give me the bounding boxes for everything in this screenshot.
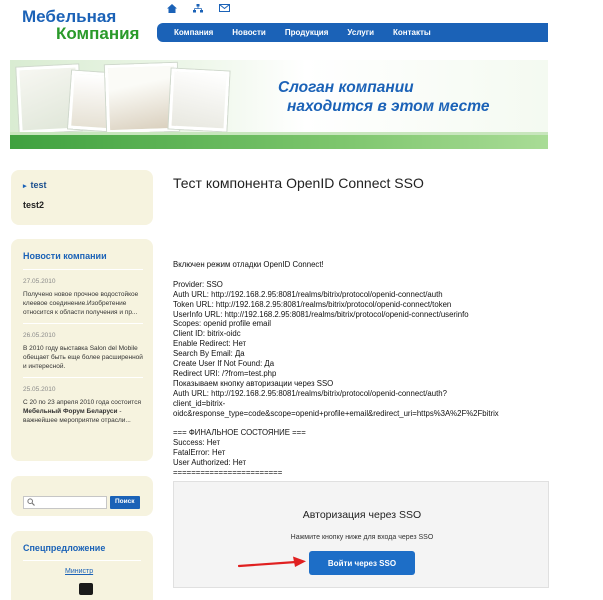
debug-line: UserInfo URL: http://192.168.2.95:8081/realms/bitrix/protocol/openid-connect/userinfo [173,309,469,319]
news-divider [23,377,143,378]
debug-line: Scopes: openid profile email [173,319,271,329]
search-input[interactable] [23,496,107,509]
top-icons [167,4,245,13]
logo-line2: Компания [56,24,140,43]
slogan-line1: Слоган компании [278,79,414,96]
logo-line1: Мебельная [22,7,117,26]
banner-slogan [278,78,490,116]
banner-stripe [10,135,548,149]
news-divider [23,323,143,324]
search-icon [27,498,35,506]
sso-title: Авторизация через SSO [302,509,422,521]
news-date: 27.05.2010 [23,278,56,285]
debug-line: Client ID: bitrix-oidc [173,329,241,339]
slogan-line2: находится в этом месте [287,98,490,115]
search-button[interactable]: Поиск [110,496,140,509]
nav-company[interactable]: Компания [174,28,214,37]
debug-line: oidc&response_type=code&scope=openid+profile+email&redirect_uri=https%3A%2F%2Fbitrix [173,408,499,418]
news-text-end: - важнейшее мероприятие отрасли... [23,408,131,424]
product-image[interactable] [79,583,93,595]
sidebar-menu [11,170,153,225]
header-banner [10,60,548,149]
special-offer-panel [11,531,153,600]
red-arrow-icon [238,555,308,569]
news-item[interactable] [23,398,143,425]
news-date: 25.05.2010 [23,386,56,393]
banner-photo-4 [168,69,229,132]
debug-line: ======================== [173,468,283,478]
nav-products[interactable]: Продукция [284,28,329,37]
news-text-bold: Мебельный Форум Беларуси [23,408,118,415]
nav-contacts[interactable]: Контакты [393,28,431,37]
sidebar-item-test2[interactable] [23,200,153,210]
debug-line: FatalError: Нет [173,448,226,458]
sidebar-item-label: test [30,180,47,190]
news-item[interactable]: В 2010 году выставка Salon del Mobile обещает быть еще более расширенной и интересной. [23,345,143,370]
debug-line [173,270,553,280]
debug-line: Auth URL: http://192.168.2.95:8081/realms/bitrix/protocol/openid-connect/auth [173,289,443,299]
debug-line [173,419,553,429]
debug-line: User Authorized: Нет [173,458,247,468]
debug-line: Включен режим отладки OpenID Connect! [173,260,324,269]
debug-line: Auth URL: http://192.168.2.95:8081/realms/bitrix/protocol/openid-connect/auth? [173,388,447,398]
nav-news[interactable]: Новости [232,28,266,37]
news-title[interactable]: Новости компании [23,251,143,270]
search-panel [11,476,153,516]
sso-hint: Нажмите кнопку ниже для входа через SSO [290,534,434,541]
debug-line: Create User If Not Found: Да [173,359,275,369]
debug-line: Redirect URI: /?from=test.php [173,368,277,378]
sidebar-item-test[interactable] [23,180,153,190]
special-offer-title: Спецпредложение [23,543,141,561]
home-icon[interactable] [167,4,177,13]
sitemap-icon[interactable] [193,4,203,13]
news-item[interactable]: Получено новое прочное водостойкое клеевое соединение.Изобретение относится к области получения и пр... [23,291,139,316]
debug-line: Provider: SSO [173,279,223,289]
mail-icon[interactable] [219,4,229,13]
bullet-icon: ▸ [23,183,27,190]
news-text-start: С 20 по 23 апреля 2010 года состоится [23,399,141,406]
news-date: 26.05.2010 [23,332,56,339]
debug-line: Search By Email: Да [173,349,245,359]
nav-services[interactable]: Услуги [347,28,374,37]
debug-line: Enable Redirect: Нет [173,339,247,349]
debug-output [173,260,553,478]
special-offer-link[interactable]: Министр [65,568,94,575]
debug-line: Success: Нет [173,438,221,448]
debug-line: === ФИНАЛЬНОЕ СОСТОЯНИЕ === [173,428,306,438]
company-logo[interactable] [22,8,139,42]
sso-login-button[interactable]: Войти через SSO [309,551,415,575]
page-title: Тест компонента OpenID Connect SSO [173,175,424,191]
sidebar-item-label: test2 [23,200,45,210]
debug-line: Показываем кнопку авторизации через SSO [173,378,334,388]
news-panel [11,239,153,461]
sso-panel [173,481,549,588]
debug-line: Token URL: http://192.168.2.95:8081/realms/bitrix/protocol/openid-connect/token [173,299,452,309]
debug-line: client_id=bitrix- [173,398,226,408]
top-navigation [157,23,548,42]
